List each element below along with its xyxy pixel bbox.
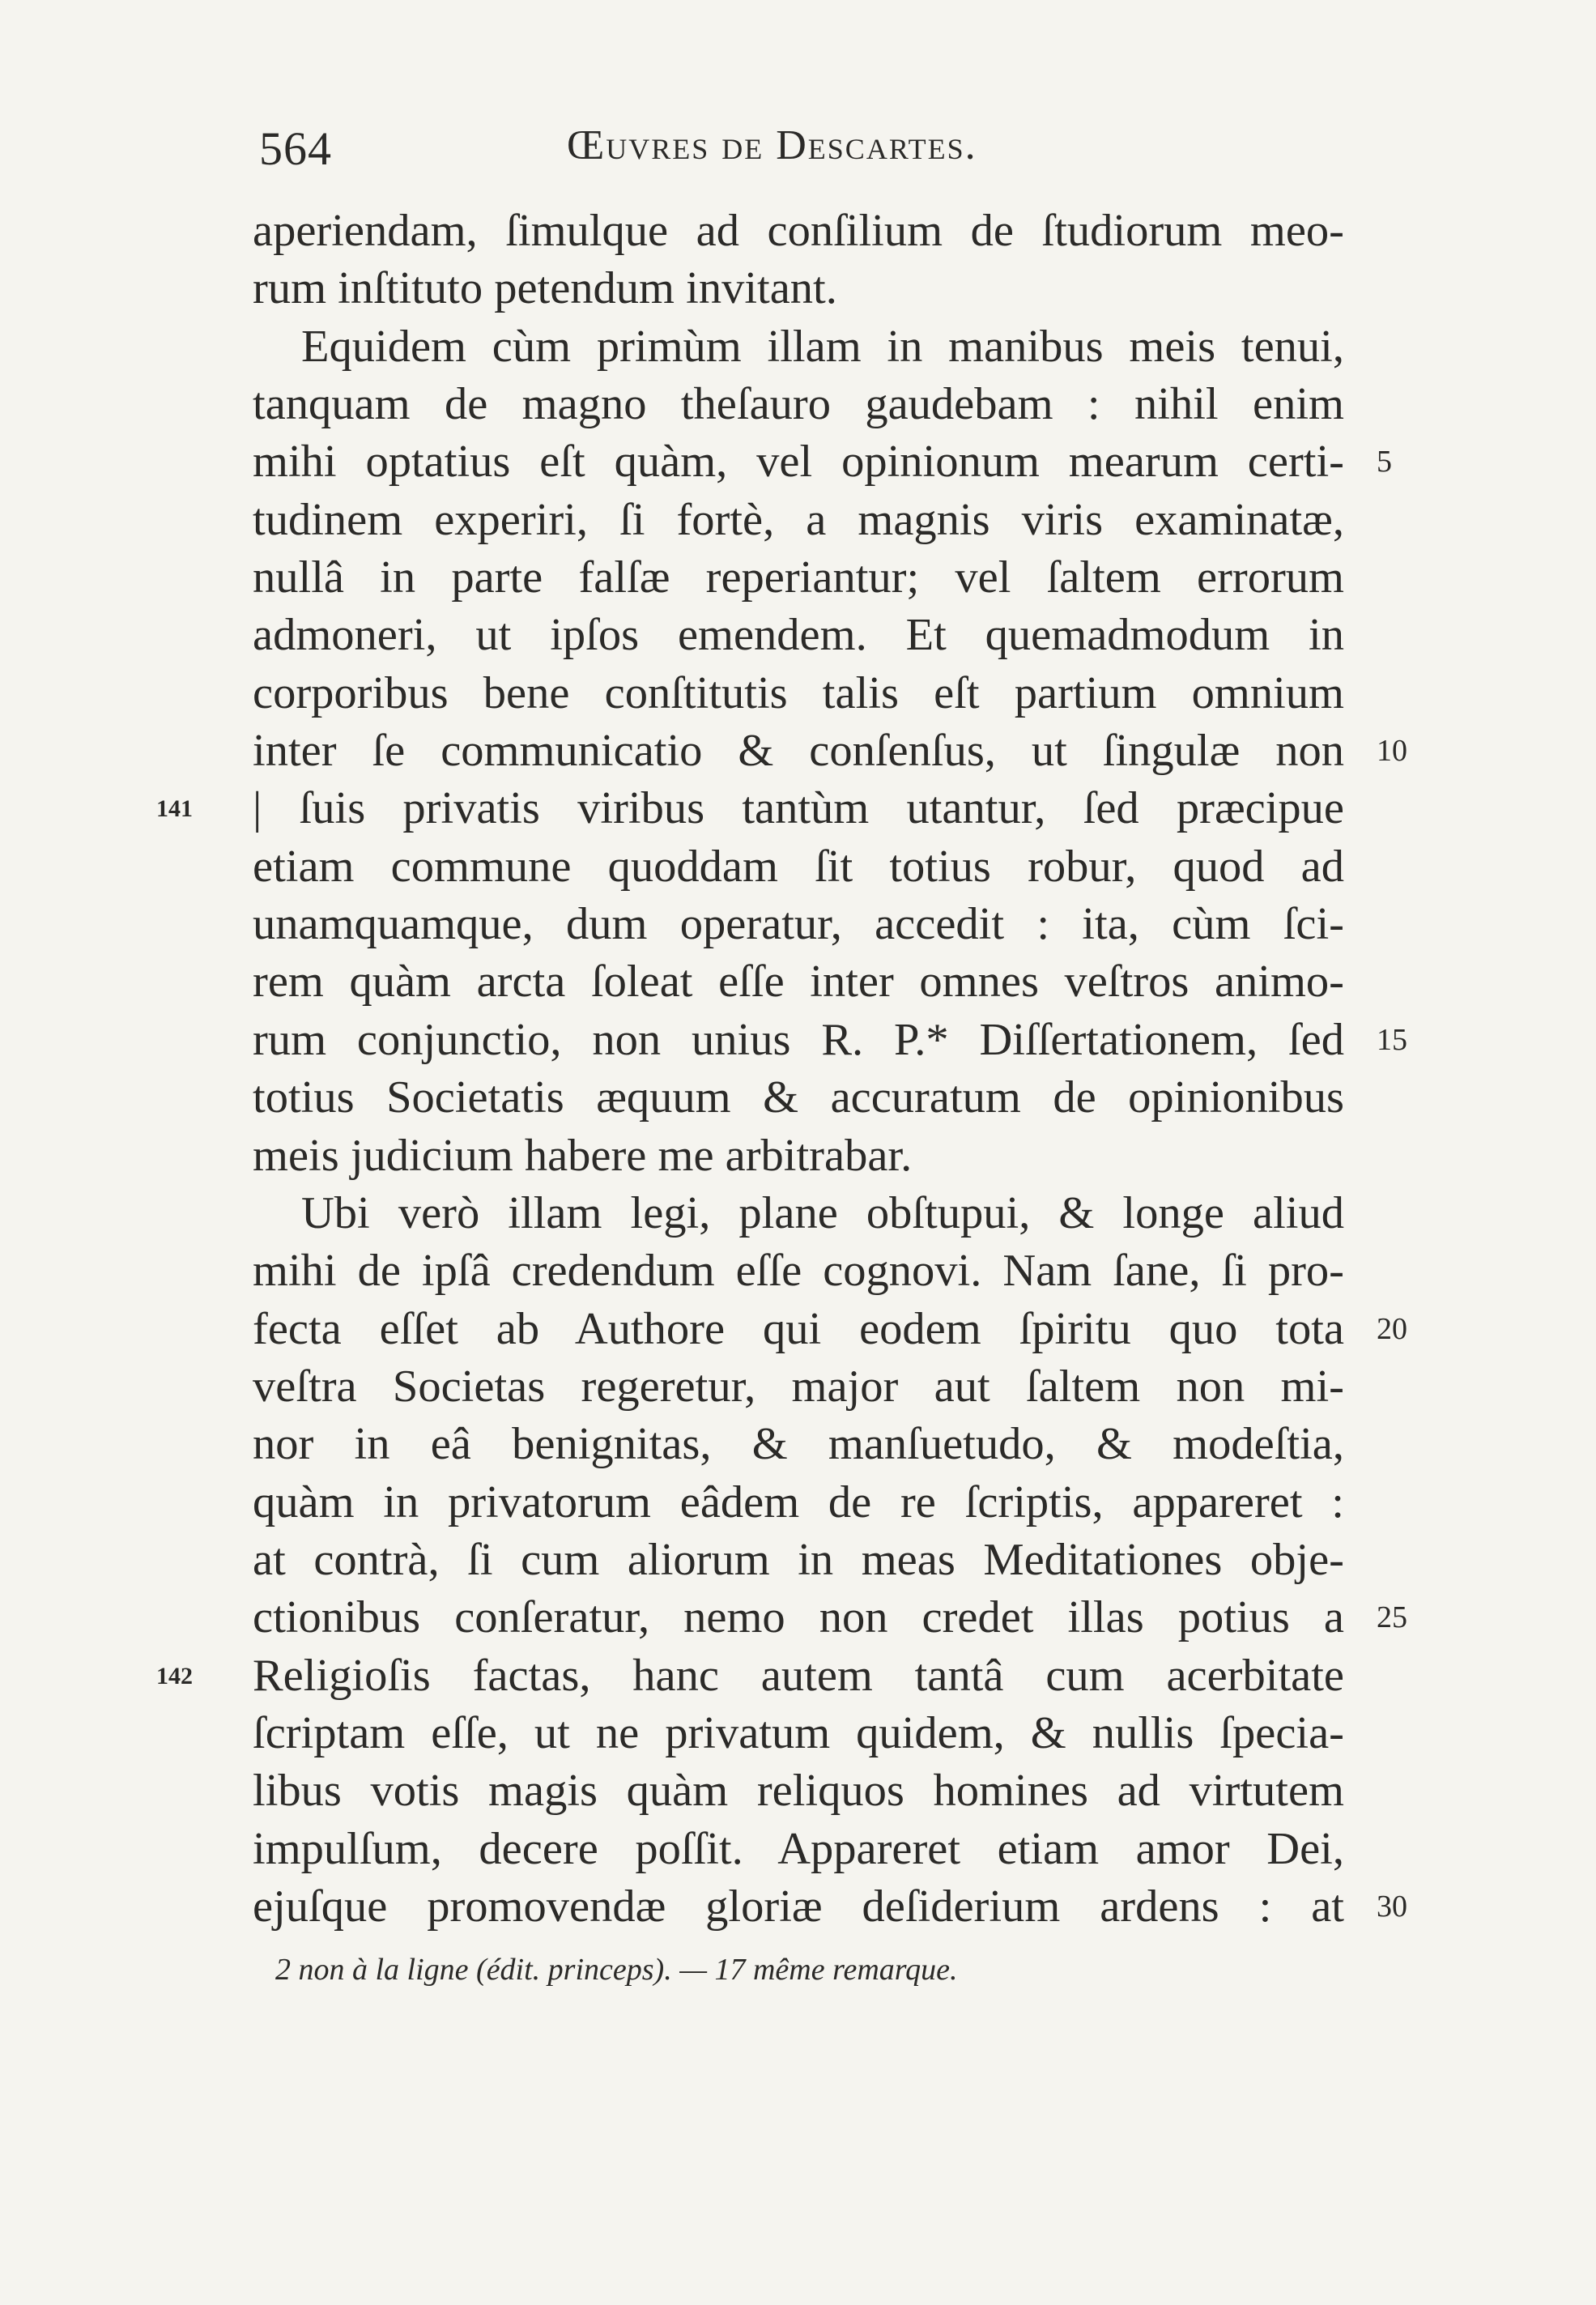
line-number: 10 [1377, 734, 1407, 769]
page-header [255, 121, 1340, 186]
running-title: Œuvres de Descartes. [567, 122, 977, 168]
text-line: veſtra Societas regeretur, major aut ſaltem non mi- [253, 1361, 1344, 1412]
text-line: admoneri, ut ipſos emendem. Et quemadmodum in [253, 610, 1344, 661]
text-line: | ſuis privatis viribus tantùm utantur, ſed præcipue [253, 783, 1344, 834]
text-line: mihi optatius eſt quàm, vel opinionum mearum certi- [253, 437, 1344, 488]
text-line: mihi de ipſâ credendum eſſe cognovi. Nam ſane, ſi pro- [253, 1246, 1344, 1297]
text-line: impulſum, decere poſſit. Appareret etiam amor Dei, [253, 1823, 1344, 1874]
line-number: 5 [1377, 445, 1392, 479]
text-line: libus votis magis quàm reliquos homines ad virtutem [253, 1766, 1344, 1817]
line-number: 15 [1377, 1022, 1407, 1057]
text-line: Ubi verò illam legi, plane obſtupui, & longe aliud [301, 1187, 1344, 1238]
text-line: corporibus bene conſtitutis talis eſt partium omnium [253, 667, 1344, 718]
text-line: at contrà, ſi cum aliorum in meas Meditationes obje- [253, 1534, 1344, 1585]
text-line: nullâ in parte falſæ reperiantur; vel ſaltem errorum [253, 552, 1344, 603]
margin-reference: 142 [156, 1662, 193, 1689]
text-line: rum inſtituto petendum invitant. [253, 263, 837, 314]
text-line: rem quàm arcta ſoleat eſſe inter omnes veſtros animo- [253, 957, 1344, 1008]
text-line: nor in eâ benignitas, & manſuetudo, & modeſtia, [253, 1419, 1344, 1470]
line-number: 20 [1377, 1311, 1407, 1346]
text-line: rum conjunctio, non unius R. P.* Diſſertationem, ſed [253, 1014, 1344, 1065]
line-number: 25 [1377, 1600, 1407, 1635]
text-line: ejuſque promovendæ gloriæ deſiderium ardens : at [253, 1881, 1344, 1932]
text-line: tanquam de magno theſauro gaudebam : nihil enim [253, 379, 1344, 430]
text-line: ſcriptam eſſe, ut ne privatum quidem, & nullis ſpecia- [253, 1707, 1344, 1758]
page-number: 564 [259, 122, 332, 175]
text-line: totius Societatis æquum & accuratum de opinionibus [253, 1072, 1344, 1123]
text-line: ctionibus conſeratur, nemo non credet illas potius a [253, 1592, 1344, 1643]
text-line: unamquamque, dum operatur, accedit : ita, cùm ſci- [253, 899, 1344, 950]
text-line: Religioſis factas, hanc autem tantâ cum acerbitate [253, 1650, 1344, 1701]
line-number: 30 [1377, 1889, 1407, 1924]
text-line: tudinem experiri, ſi fortè, a magnis viris examinatæ, [253, 494, 1344, 545]
footnote: 2 non à la ligne (édit. princeps). — 17 même remarque. [275, 1953, 958, 1987]
text-line: meis judicium habere me arbitrabar. [253, 1130, 913, 1181]
margin-reference: 141 [156, 795, 193, 823]
text-line: inter ſe communicatio & conſenſus, ut ſingulæ non [253, 726, 1344, 777]
text-line: fecta eſſet ab Authore qui eodem ſpiritu quo tota [253, 1303, 1344, 1354]
text-line: Equidem cùm primùm illam in manibus meis tenui, [301, 321, 1344, 372]
text-line: quàm in privatorum eâdem de re ſcriptis, appareret : [253, 1476, 1344, 1527]
text-line: etiam commune quoddam ſit totius robur, quod ad [253, 841, 1344, 892]
text-line: aperiendam, ſimulque ad conſilium de ſtudiorum meo- [253, 206, 1344, 256]
